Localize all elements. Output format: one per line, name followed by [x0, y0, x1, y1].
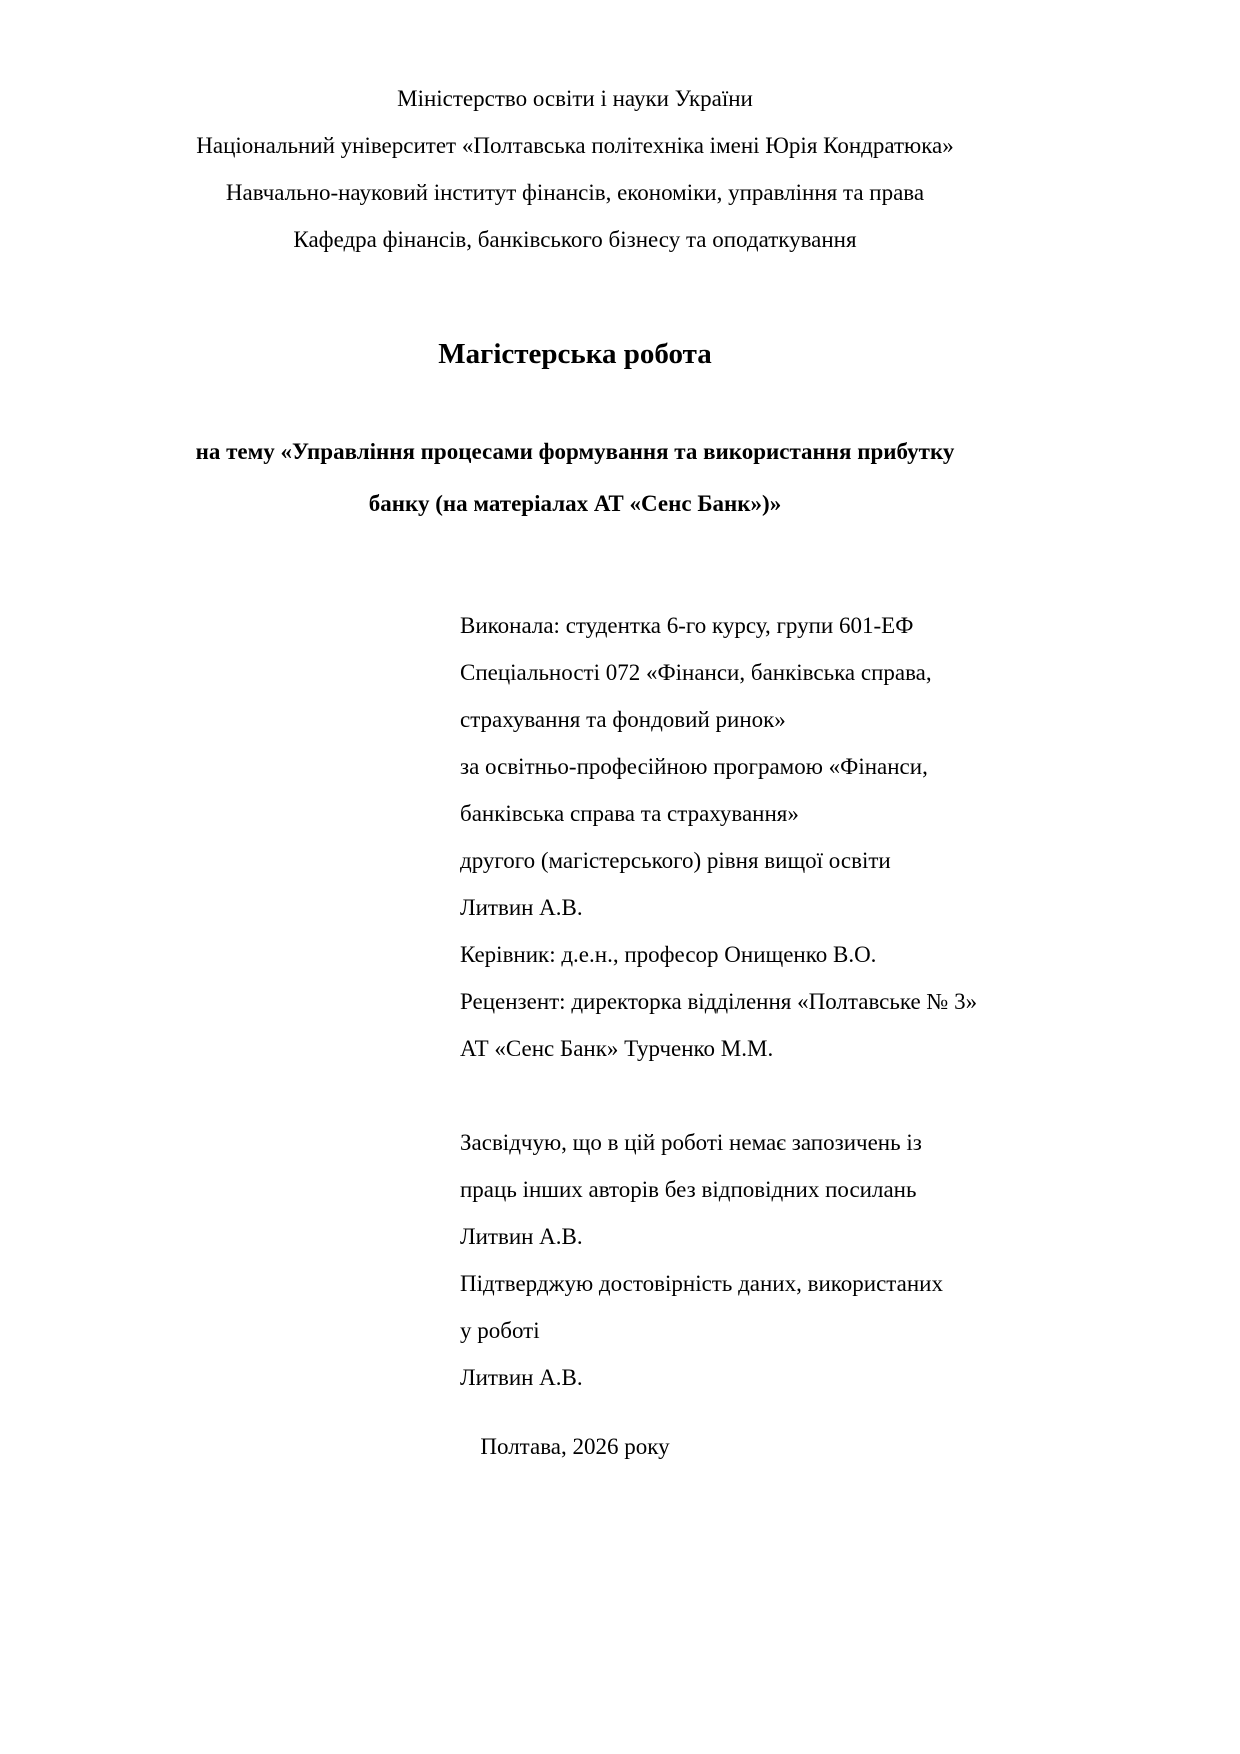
supervisor-line: Керівник: д.е.н., професор Онищенко В.О. [460, 942, 877, 967]
declaration-line-2: праць інших авторів без відповідних посилань [460, 1177, 917, 1202]
program-line-2: банківська справа та страхування» [460, 801, 799, 826]
declaration-signature-1: Литвин А.В. [460, 1224, 583, 1249]
declaration-block [460, 1119, 1060, 1401]
city-year-line: Полтава, 2026 року [480, 1434, 670, 1459]
degree-level-line: другого (магістерського) рівня вищої освіти [460, 848, 891, 873]
specialty-line-1: Спеціальності 072 «Фінанси, банківська справа, [460, 660, 932, 685]
author-details-block [460, 602, 1060, 1072]
author-name-line: Литвин А.В. [460, 895, 583, 920]
thesis-type-title: Магістерська робота [438, 338, 712, 370]
institution-header [90, 75, 1060, 263]
university-line: Національний університет «Полтавська політехніка імені Юрія Кондратюка» [196, 133, 954, 158]
ministry-line: Міністерство освіти і науки України [397, 86, 753, 111]
confirmation-line-2: у роботі [460, 1318, 540, 1343]
specialty-line-2: страхування та фондовий ринок» [460, 707, 786, 732]
declaration-signature-2: Литвин А.В. [460, 1365, 583, 1390]
reviewer-line-1: Рецензент: директорка відділення «Полтавське № 3» [460, 989, 978, 1014]
topic-line-1: на тему «Управління процесами формування та використання прибутку [195, 439, 955, 464]
department-line: Кафедра фінансів, банківського бізнесу та оподаткування [293, 227, 857, 252]
topic-line-2: банку (на матеріалах АТ «Сенс Банк»)» [368, 491, 782, 516]
declaration-line-1: Засвідчую, що в цій роботі немає запозичень із [460, 1130, 922, 1155]
program-line-1: за освітньо-професійною програмою «Фінанси, [460, 754, 928, 779]
thesis-topic [90, 426, 1060, 530]
confirmation-line-1: Підтверджую достовірність даних, використаних [460, 1271, 943, 1296]
author-line: Виконала: студентка 6-го курсу, групи 601-ЕФ [460, 613, 914, 638]
reviewer-line-2: АТ «Сенс Банк» Турченко М.М. [460, 1036, 774, 1061]
institute-line: Навчально-науковий інститут фінансів, економіки, управління та права [225, 180, 925, 205]
